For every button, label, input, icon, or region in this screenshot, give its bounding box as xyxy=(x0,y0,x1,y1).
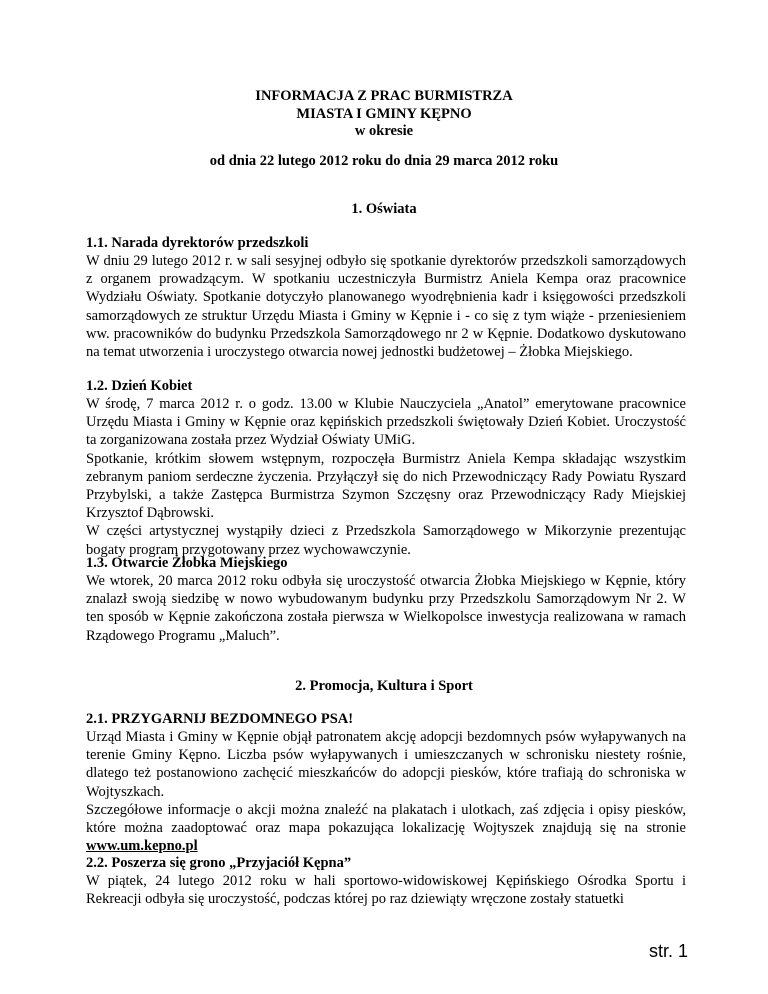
doc-title-line-2: MIASTA I GMINY KĘPNO xyxy=(296,106,472,122)
subsection-2-1-text xyxy=(86,728,686,855)
section-1-heading: 1. Oświata xyxy=(351,201,417,217)
subsection-1-2-heading: 1.2. Dzień Kobiet xyxy=(86,378,193,394)
section-2-heading: 2. Promocja, Kultura i Sport xyxy=(295,678,473,694)
subsection-1-1-heading: 1.1. Narada dyrektorów przedszkoli xyxy=(86,235,309,251)
doc-title-line-3: w okresie xyxy=(354,123,414,139)
subsection-1-3-text xyxy=(86,572,686,645)
paragraph: We wtorek, 20 marca 2012 roku odbyła się uroczystość otwarcia Żłobka Miejskiego w Kępnie, który znalazł swoją siedzibę w nowo wybudowanym budynku przy Przedszkolu Samorządowym Nr 2. W ten sposób w Kępnie zakończona została pierwsza w Wielkopolsce inwestycja realizowana w ramach Rządowego Programu „Maluch”. xyxy=(86,573,686,644)
doc-period: od dnia 22 lutego 2012 roku do dnia 29 marca 2012 roku xyxy=(209,153,559,169)
subsection-2-1-heading: 2.1. PRZYGARNIJ BEZDOMNEGO PSA! xyxy=(86,711,354,727)
paragraph-text: Szczegółowe informacje o akcji można znaleźć na plakatach i ulotkach, zaś zdjęcia i opisy piesków, które można zaadoptować oraz mapa pokazująca lokalizację Wojtyszek znajdują się na stronie xyxy=(86,801,686,837)
paragraph xyxy=(86,801,686,856)
subsection-2-2-text xyxy=(86,872,686,908)
website-link[interactable]: www.um.kepno.pl xyxy=(86,838,198,855)
paragraph: Urząd Miasta i Gminy w Kępnie objął patronatem akcję adopcji bezdomnych psów wyłapywanych na terenie Gminy Kępno. Liczba psów wyłapywanych i umieszczanych w schronisku niestety rośnie, dlatego też postanowiono zachęcić mieszkańców do adopcji piesków, które trafiają do schroniska w Wojtyszkach. xyxy=(86,729,686,800)
doc-title-line-1: INFORMACJA Z PRAC BURMISTRZA xyxy=(255,88,513,104)
paragraph: Spotkanie, krótkim słowem wstępnym, rozpoczęła Burmistrz Aniela Kempa składając wszystkim zebranym paniom serdeczne życzenia. Przyłączył się do nich Przewodniczący Rady Powiatu Ryszard Przybylski, a także Zastępca Burmistrza Szymon Szczęsny oraz Przewodniczący Rady Miejskiej Krzysztof Dąbrowski. xyxy=(86,450,686,522)
paragraph: W środę, 7 marca 2012 r. o godz. 13.00 w Klubie Nauczyciela „Anatol” emerytowane pracownice Urzędu Miasta i Gminy w Kępnie oraz kępińskich przedszkoli świętowały Dzień Kobiet. Uroczystość ta zorganizowana została przez Wydział Oświaty UMiG. xyxy=(86,396,686,449)
paragraph: W części artystycznej wystąpiły dzieci z Przedszkola Samorządowego w Mikorzynie prezentując bogaty program przygotowany przez wychowawczynie. xyxy=(86,523,686,558)
subsection-1-2-text xyxy=(86,395,686,559)
paragraph: W piątek, 24 lutego 2012 roku w hali sportowo-widowiskowej Kępińskiego Ośrodka Sportu i Rekreacji odbyła się uroczystość, podczas której po raz dziewiąty wręczone zostały statuetki xyxy=(86,873,686,908)
subsection-2-2-heading: 2.2. Poszerza się grono „Przyjaciół Kępna” xyxy=(86,855,352,871)
page-number: str. 1 xyxy=(648,941,688,961)
subsection-1-1-text xyxy=(86,252,686,361)
subsection-1-3-heading: 1.3. Otwarcie Żłobka Miejskiego xyxy=(86,555,288,571)
paragraph: W dniu 29 lutego 2012 r. w sali sesyjnej odbyło się spotkanie dyrektorów przedszkoli samorządowych z organem prowadzącym. W spotkaniu uczestniczyła Burmistrz Aniela Kempa oraz pracownice Wydziału Oświaty. Spotkanie dotyczyło planowanego wyodrębnienia kadr i księgowości przedszkoli samorządowych ze struktur Urzędu Miasta i Gminy w Kępnie i - co się z tym wiąże - przeniesieniem ww. pracowników do budynku Przedszkola Samorządowego nr 2 w Kępnie. Dodatkowo dyskutowano na temat utworzenia i uroczystego otwarcia nowej jednostki budżetowej – Żłobka Miejskiego. xyxy=(86,253,686,361)
